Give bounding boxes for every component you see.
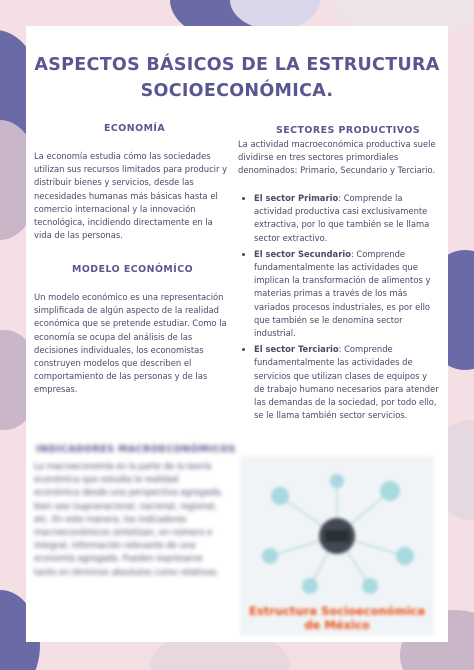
sector-name: El sector Terciario — [254, 344, 339, 355]
sector-description: : Comprende la actividad productiva casi exclusivamente extractiva, por lo que también se le llama sector extractivo. — [254, 193, 430, 243]
heading-indicadores: INDICADORES MACROECONÓMICOS — [36, 444, 236, 455]
paragraph-modelo: Un modelo económico es una representación simplificada de algún aspecto de la realidad económica que se pretende estudiar. Como la economía se ocupa del análisis de las decisiones individuales, los economistas construyen modelos que describen el comportamiento de las personas y de las empresas. — [34, 292, 227, 395]
sectores-list — [240, 192, 440, 425]
heading-modelo: MODELO ECONÓMÍCO — [72, 264, 194, 275]
image-caption: Estructura Socioeconómica de México — [249, 604, 425, 632]
heading-economia: ECONOMÍA — [104, 123, 166, 134]
list-item — [254, 343, 440, 422]
sector-name: El sector Secundario — [254, 248, 351, 259]
document-page — [26, 26, 448, 642]
paragraph-indicadores: La macroeconomía es la parte de la teoría económica que estudia la realidad económica desde una perspectiva agregada, bien sea (supranacional, nacional, regional, etc. En este manera, los indicadores macroeconómicos sintetizan, en número e integral, información relevante de una economía agregada. Pueden expresarse tanto en términos absolutos como relativos. — [34, 461, 223, 577]
heading-sectores: SECTORES PRODUCTIVOS — [276, 125, 421, 136]
paragraph-sectores-intro: La actividad macroeconómica productiva suele dividirse en tres sectores primordiales denominados: Primario, Secundario y Terciario. — [238, 139, 436, 176]
list-item — [254, 192, 440, 245]
list-item — [254, 248, 440, 340]
sector-name: El sector Primario — [254, 193, 339, 203]
sector-description: : Comprende fundamentalmente las actividades que implican la transformación de alimentos y materias primas a través de los más variados procesos industriales, es por ello que también se le denomina sector industrial. — [254, 248, 431, 339]
sector-description: : Comprende fundamentalmente las actividades de servicios que utilizan clases de equipos y de trabajo humano necesarios para atender las demandas de la sociedad, por todo ello, se le llama también sector servicios. — [254, 344, 439, 421]
diagram-image — [240, 456, 434, 636]
paragraph-economia: La economía estudia cómo las sociedades utilizan sus recursos limitados para producir y distribuir bienes y servicios, desde las necesidades humanas más básicas hasta el comercio internacional y la innovación tecnológica, incidiendo directamente en la vida de las personas. — [34, 151, 228, 241]
page-title: ASPECTOS BÁSICOS DE LA ESTRUCTURA SOCIOECONÓMICA. — [34, 55, 440, 101]
